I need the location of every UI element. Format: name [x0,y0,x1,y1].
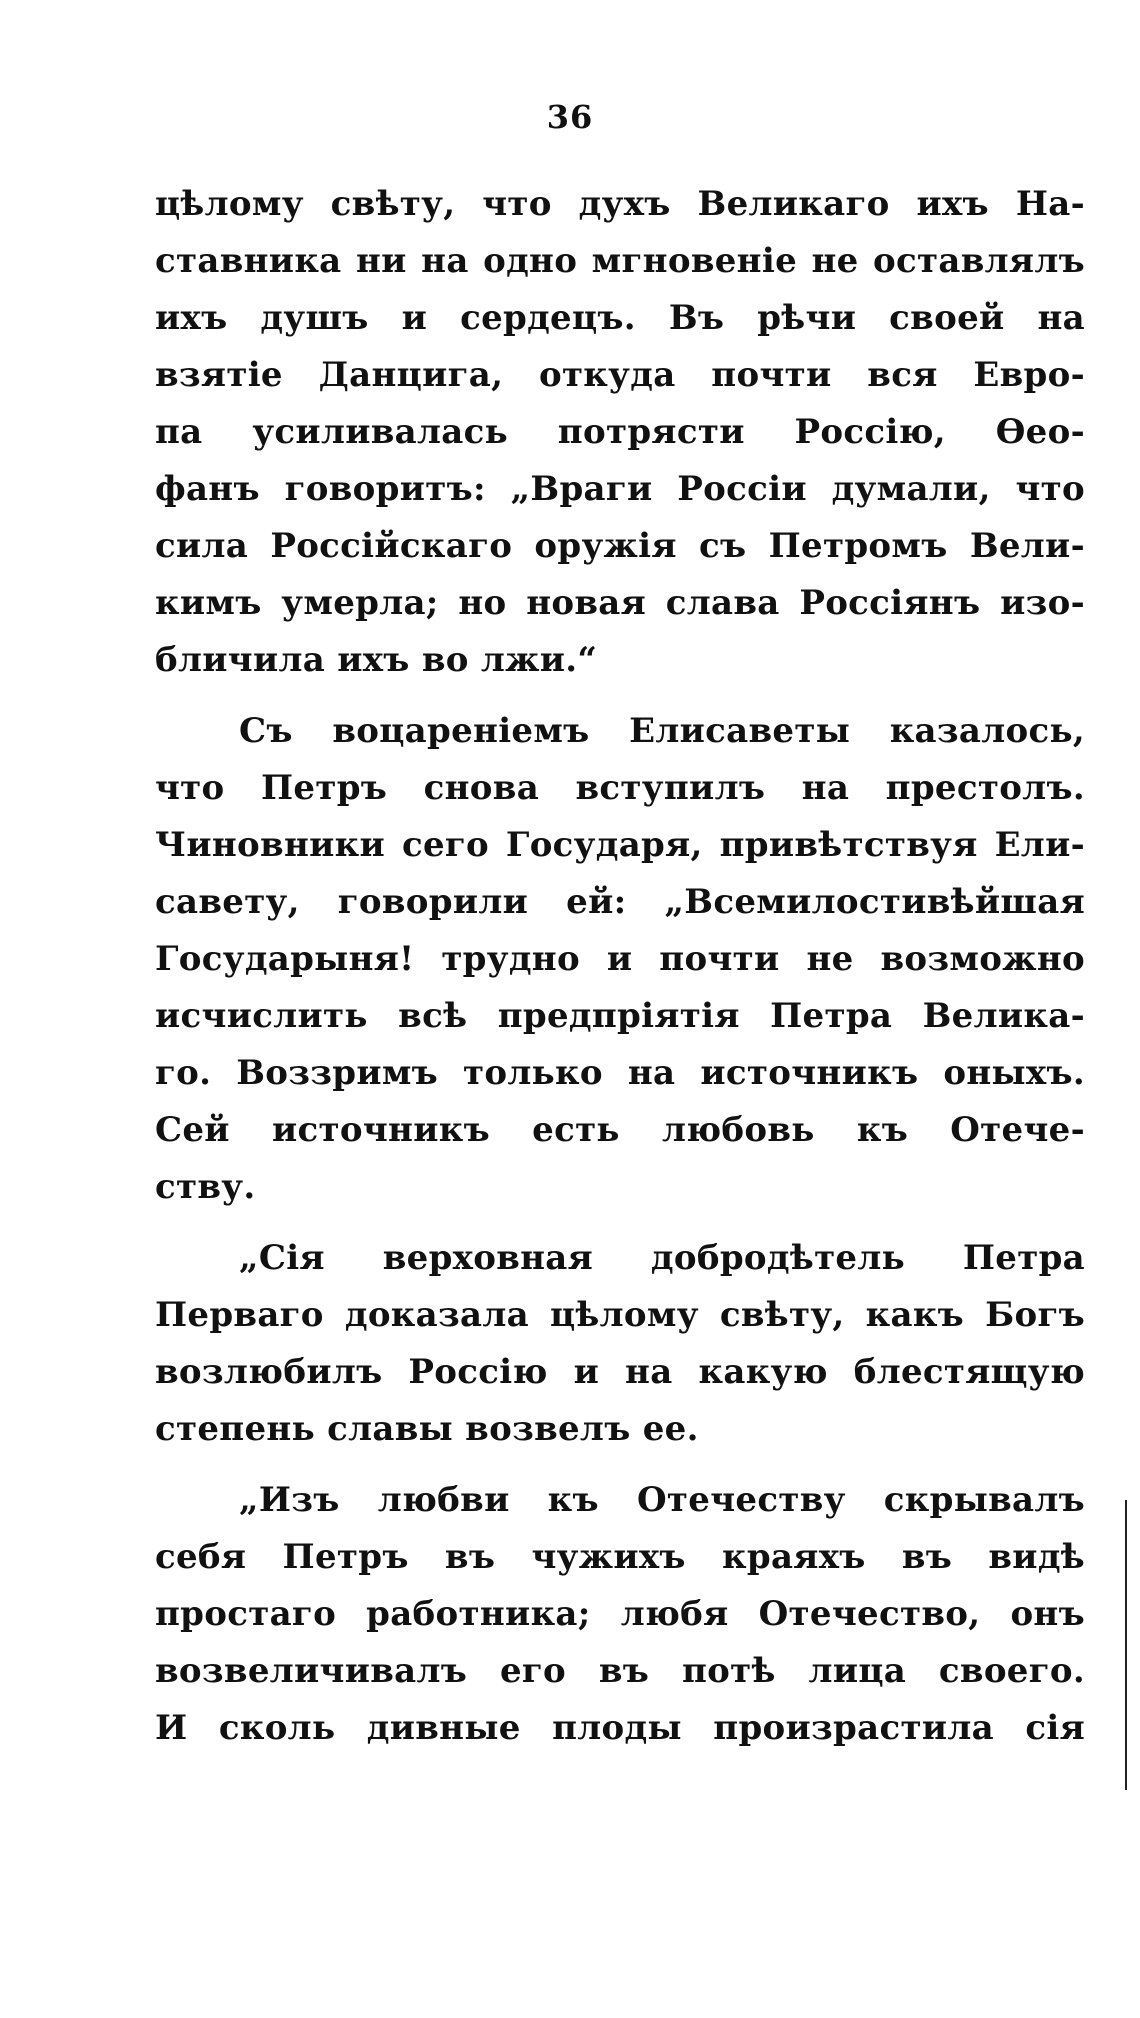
body-text [155,176,1085,1757]
paragraph-gap [155,1458,1085,1472]
text-line: цѣлому свѣту, что духъ Великаго ихъ На- [155,184,1085,224]
page-edge-line [1125,1500,1127,1790]
text-line: Сей источникъ есть любовь къ Отече- [155,1110,1085,1150]
paragraph [155,176,1085,689]
text-line: ставника ни на одно мгновеніе не оставлялъ [155,241,1085,281]
text-line: возлюбилъ Россію и на какую блестящую [155,1352,1085,1392]
paragraph [155,703,1085,1216]
text-line: степень славы возвелъ ее. [155,1409,699,1449]
text-line: бличила ихъ во лжи.“ [155,640,598,680]
paragraph-gap [155,1216,1085,1230]
paragraph [155,1230,1085,1458]
text-line: исчислить всѣ предпріятія Петра Велика- [155,996,1085,1036]
text-line: фанъ говоритъ: „Враги Россіи думали, что [155,469,1085,509]
text-line: И сколь дивные плоды произрастила сія [155,1708,1085,1748]
text-line: Чиновники сего Государя, привѣтствуя Ели- [155,825,1085,865]
text-line: взятіе Данцига, откуда почти вся Евро- [155,355,1085,395]
text-line: себя Петръ въ чужихъ краяхъ въ видѣ [155,1537,1085,1577]
text-line: что Петръ снова вступилъ на престолъ. [155,768,1085,808]
text-line: возвеличивалъ его въ потѣ лица своего. [155,1651,1085,1691]
text-line: ихъ душъ и сердецъ. Въ рѣчи своей на [155,298,1085,338]
page-number: 36 [546,98,594,136]
text-line: Съ воцареніемъ Елисаветы казалось, [239,711,1085,751]
paragraph [155,1472,1085,1757]
text-line: Перваго доказала цѣлому свѣту, какъ Богъ [155,1295,1085,1335]
text-line: простаго работника; любя Отечество, онъ [155,1594,1085,1634]
text-line: сила Россійскаго оружія съ Петромъ Вели- [155,526,1085,566]
text-line: „Изъ любви къ Отечеству скрывалъ [239,1480,1085,1520]
text-line: кимъ умерла; но новая слава Россіянъ изо- [155,583,1085,623]
text-line: савету, говорили ей: „Всемилостивѣйшая [155,882,1085,922]
text-line: „Сія верховная добродѣтель Петра [239,1238,1085,1278]
paragraph-gap [155,689,1085,703]
text-line: Государыня! трудно и почти не возможно [155,939,1085,979]
text-line: ству. [155,1167,256,1207]
text-line: го. Воззримъ только на источникъ оныхъ. [155,1053,1085,1093]
text-line: па усиливалась потрясти Россію, Ѳео- [155,412,1085,452]
